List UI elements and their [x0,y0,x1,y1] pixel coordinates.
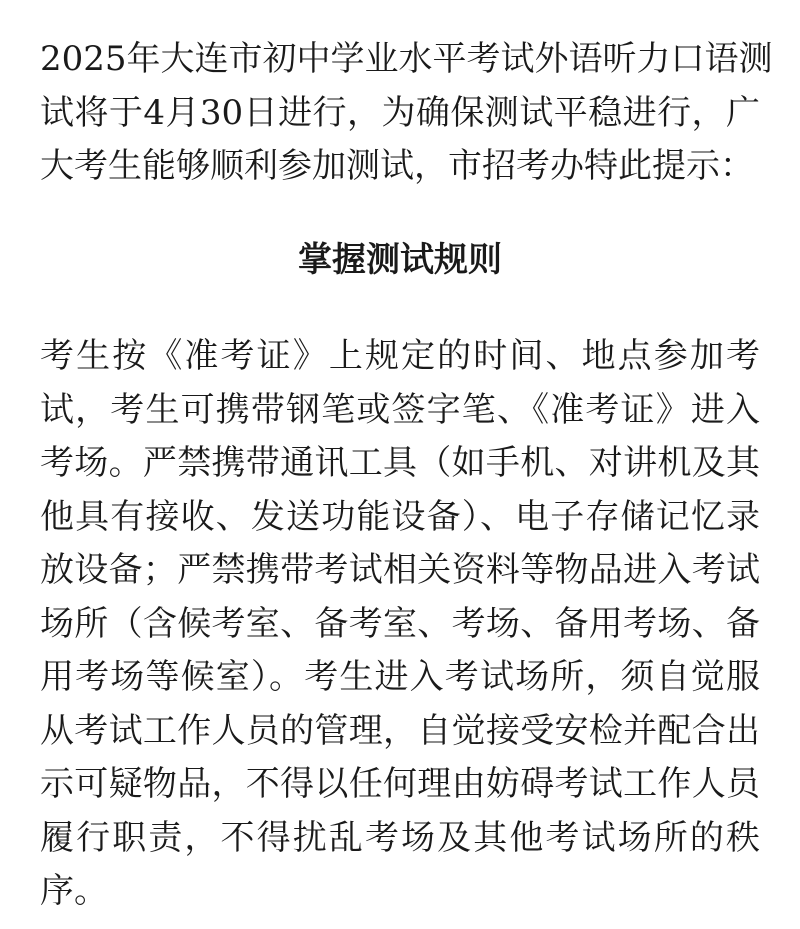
rules-line: 考场。严禁携带通讯工具（如手机、对讲机及其 [40,443,760,483]
intro-paragraph [40,33,773,194]
intro-line: 大考生能够顺利参加测试，市招考办特此提示： [40,146,754,186]
rules-line: 放设备；严禁携带考试相关资料等物品进入考试 [40,550,760,590]
rules-line: 示可疑物品，不得以任何理由妨碍考试工作人员 [40,764,760,804]
rules-line: 序。 [40,871,108,911]
rules-line: 从考试工作人员的管理，自觉接受安检并配合出 [40,710,760,751]
intro-line: 2025年大连市初中学业水平考试外语听力口语测 [40,39,773,79]
intro-line: 试将于4月30日进行，为确保测试平稳进行，广 [40,92,760,133]
section-heading: 掌握测试规则 [298,240,502,280]
rules-line: 他具有接收、发送功能设备）、电子存储记忆录 [40,496,760,537]
rules-line: 考生按《准考证》上规定的时间、地点参加考 [40,336,760,376]
rules-line: 用考场等候室）。考生进入考试场所，须自觉服 [40,657,760,697]
rules-line: 场所（含候考室、备考室、考场、备用考场、备 [40,603,760,644]
rules-paragraph [40,330,760,919]
rules-line: 试，考生可携带钢笔或签字笔、《准考证》进入 [40,389,760,430]
rules-line: 履行职责，不得扰乱考场及其他考试场所的秩 [40,817,760,858]
